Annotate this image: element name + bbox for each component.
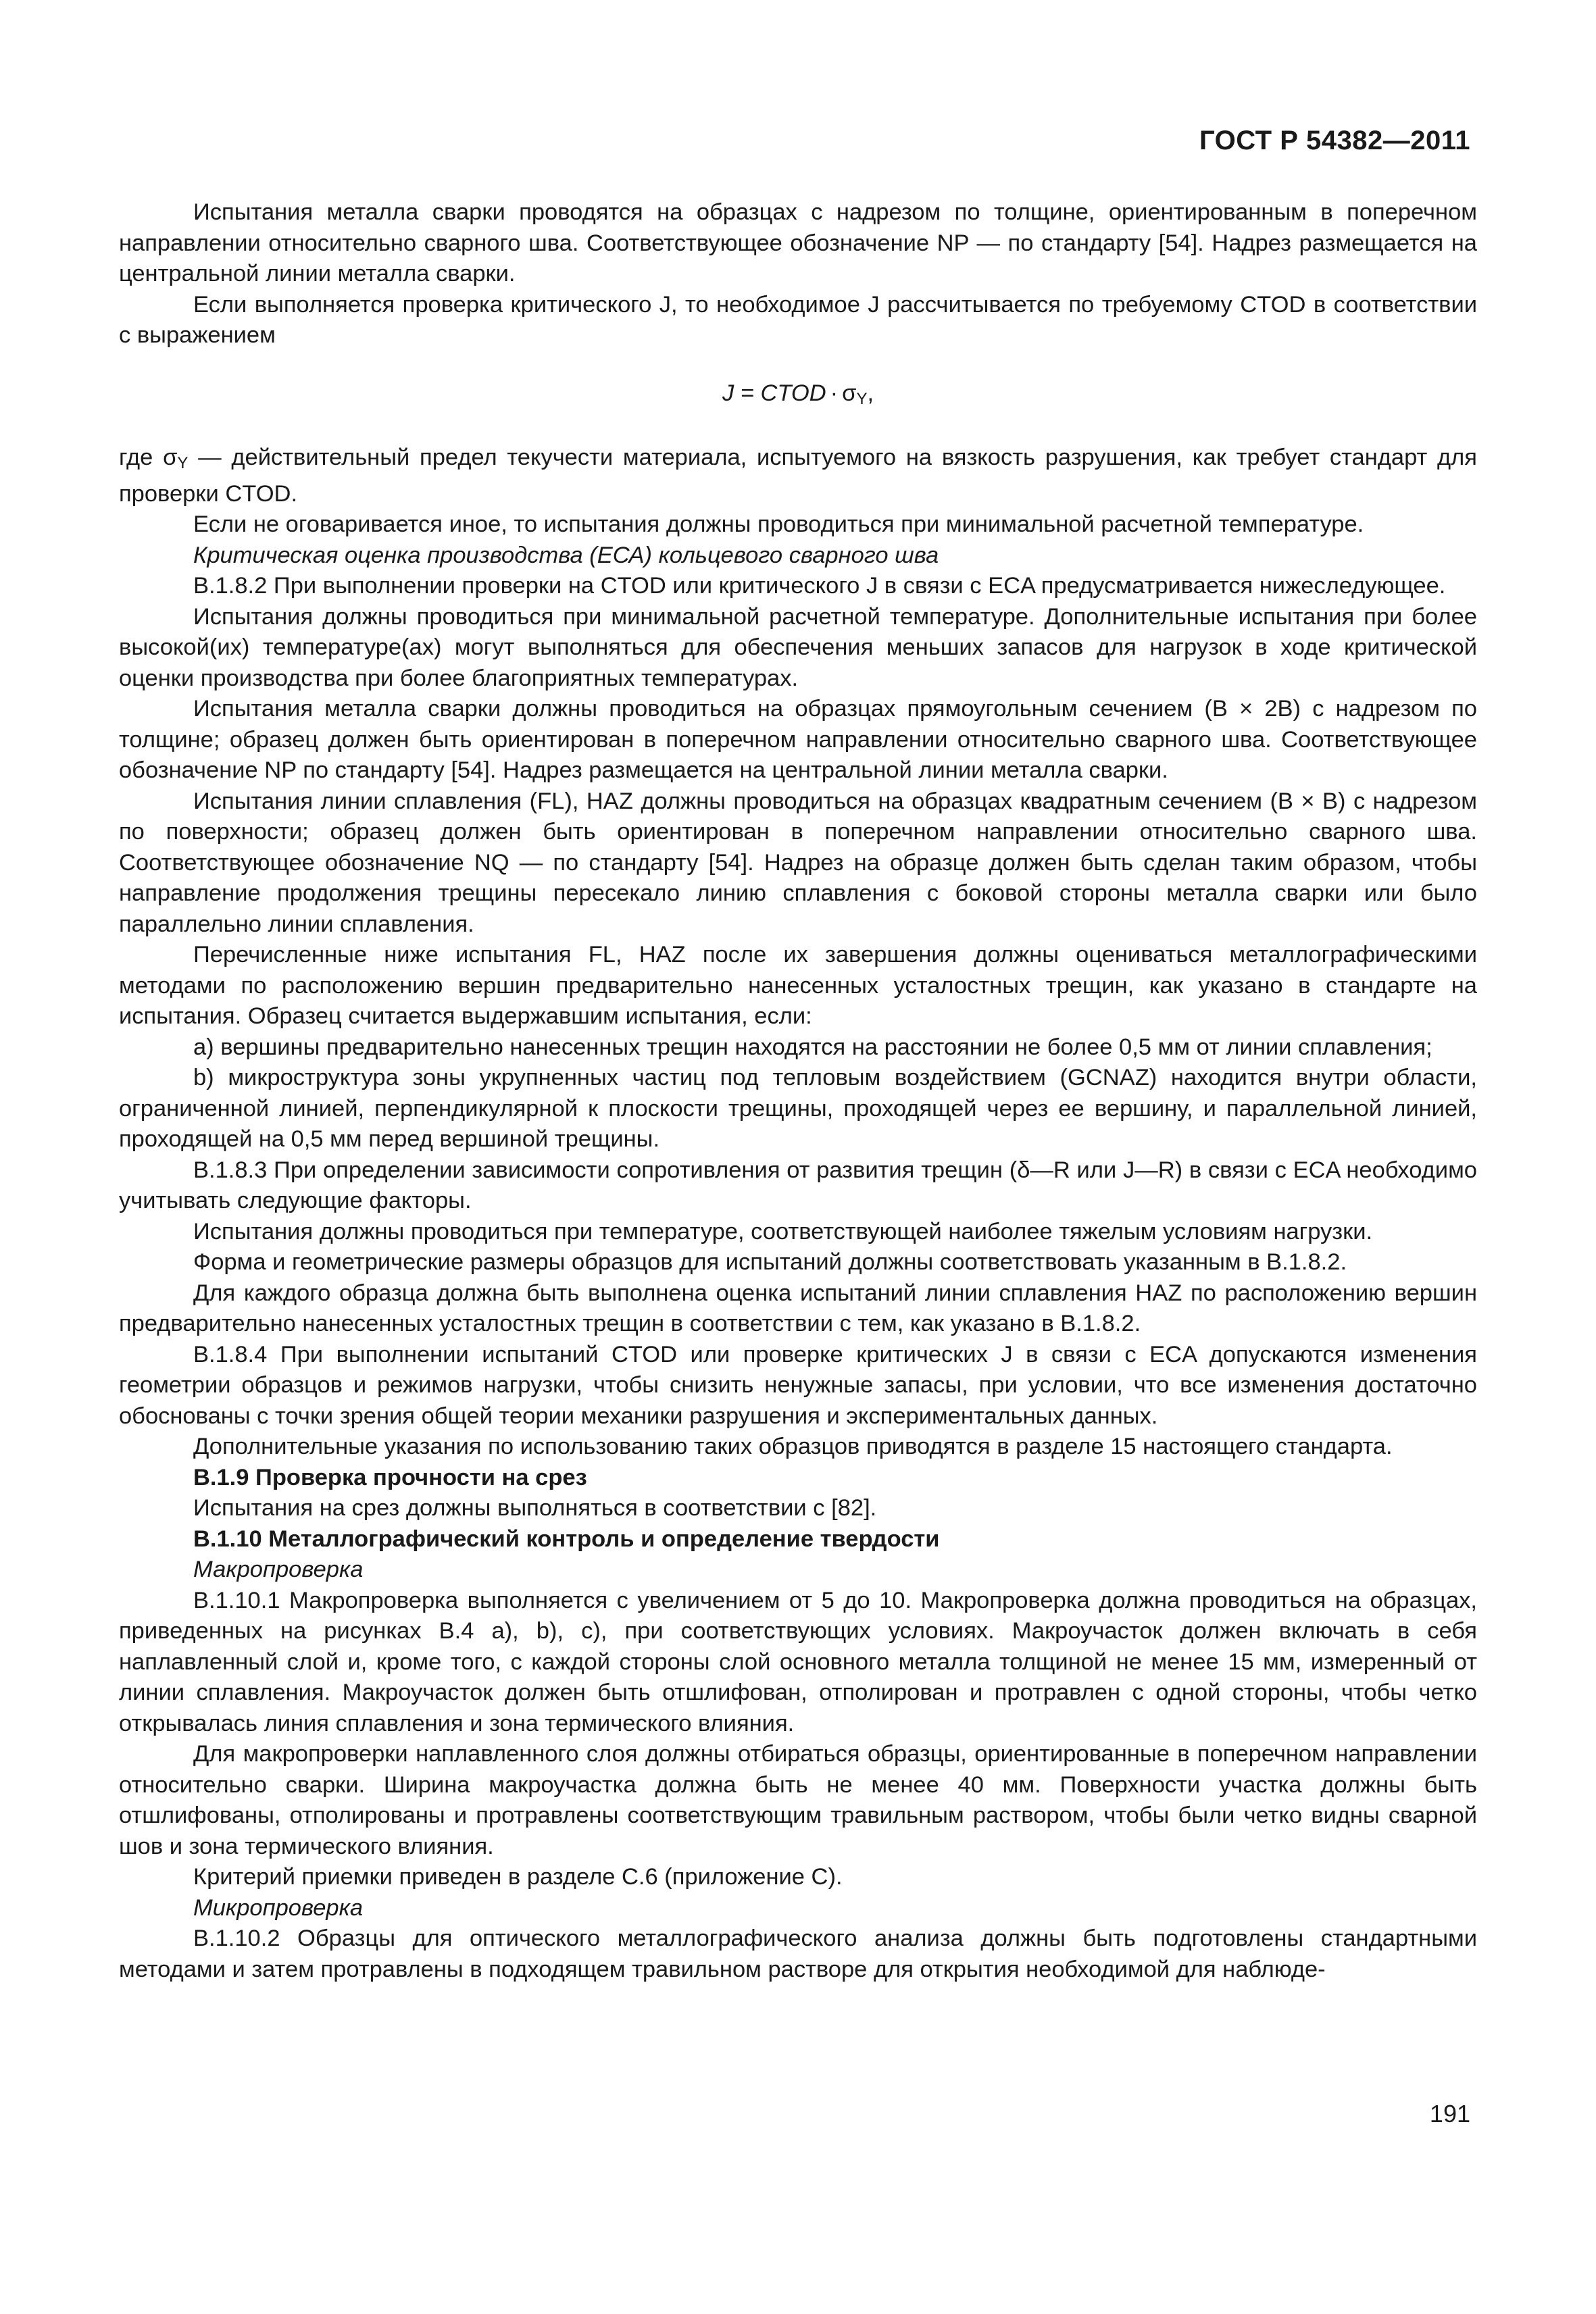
paragraph: В.1.10.1 Макропроверка выполняется с увеличением от 5 до 10. Макропроверка должна проводиться на образцах, приведенных на рисунках В.4 а), b), c), при соответствующих условиях. Макроучасток должен включать в себя наплавленный слой и, кроме того, с каждой стороны слой основного металла толщиной не менее 15 мм, измеренный от линии сплавления. Макроучасток должен быть отшлифован, отполирован и протравлен с одной стороны, чтобы четко открывалась линия сплавления и зона термического влияния. [119,1587,1477,1736]
paragraph: Для макропроверки наплавленного слоя должны отбираться образцы, ориентированные в поперечном направлении относительно сварки. Ширина макроучастка должна быть не менее 40 мм. Поверхности участка должны быть отшлифованы, отполированы и протравлены соответствующим травильным раствором, чтобы были четко видны сварной шов и зона термического влияния. [119,1741,1477,1859]
paragraph: В.1.8.3 При определении зависимости сопротивления от развития трещин (δ—R или J—R) в связи с ECA необходимо учитывать следующие факторы. [119,1157,1477,1213]
paragraph: b) микроструктура зоны укрупненных частиц под тепловым воздействием (GCNAZ) находится внутри области, ограниченной линией, перпендикулярной к плоскости трещины, проходящей через ее вершину, и параллельной линией, проходящей на 0,5 мм перед вершиной трещины. [119,1065,1477,1152]
formula-sub: Y [856,389,868,408]
document-body [119,197,1477,1985]
paragraph: Испытания должны проводиться при минимальной расчетной температуре. Дополнительные испытания при более высокой(их) температуре(ах) могут выполняться для обеспечения меньших запасов для нагрузок в ходе критической оценки производства при более благоприятных температурах. [119,603,1477,691]
formula [119,378,1477,415]
where-sigma: σ [163,445,178,470]
page-number: 191 [1429,2100,1470,2128]
where-text: — действительный предел текучести материала, испытуемого на вязкость разрушения, как требует стандарт для проверки CTOD. [119,445,1477,507]
paragraph: Испытания должны проводиться при температуре, соответствующей наиболее тяжелым условиям нагрузки. [193,1218,1373,1244]
subheading: Микропроверка [193,1894,364,1921]
where-prefix: где [119,445,164,470]
section-heading: В.1.10 Металлографический контроль и определение твердости [193,1526,940,1552]
paragraph: Испытания металла сварки проводятся на образцах с надрезом по толщине, ориентированным в поперечном направлении относительно сварного шва. Соответствующее обозначение NP — по стандарту [54]. Надрез размещается на центральной линии металла сварки. [119,199,1477,286]
paragraph: В.1.8.4 При выполнении испытаний CTOD или проверке критических J в связи с ECA допускаются изменения геометрии образцов и режимов нагрузки, чтобы снизить ненужные запасы, при условии, что все изменения достаточно обоснованы с точки зрения общей теории механики разрушения и экспериментальных данных. [119,1341,1477,1429]
paragraph: В.1.8.2 При выполнении проверки на CTOD или критического J в связи с ECA предусматривается нижеследующее. [193,573,1446,599]
subheading: Критическая оценка производства (ЕСА) кольцевого сварного шва [193,542,939,568]
paragraph: В.1.10.2 Образцы для оптического металлографического анализа должны быть подготовлены стандартными методами и затем протравлены в подходящем травильном растворе для открытия необходимой для наблюде- [119,1926,1477,1982]
paragraph: Испытания на срез должны выполняться в соответствии с [82]. [193,1495,877,1521]
subheading: Макропроверка [193,1557,364,1582]
paragraph: Если не оговаривается иное, то испытания должны проводиться при минимальной расчетной температуре. [193,511,1364,537]
formula-tail: , [867,380,874,406]
section-heading: В.1.9 Проверка прочности на срез [193,1464,587,1490]
paragraph: Перечисленные ниже испытания FL, HAZ после их завершения должны оцениваться металлографическими методами по расположению вершин предварительно нанесенных усталостных трещин, как указано в стандарте на испытания. Образец считается выдержавшим испытания, если: [119,942,1477,1029]
paragraph: Форма и геометрические размеры образцов для испытаний должны соответствовать указанным в В.1.8.2. [193,1249,1347,1275]
paragraph: Дополнительные указания по использованию таких образцов приводятся в разделе 15 настоящего стандарта. [193,1434,1393,1459]
paragraph-list [119,509,1477,1985]
paragraph: Если выполняется проверка критического J, то необходимое J рассчитывается по требуемому CTOD в соответствии с выражением [119,291,1477,348]
document-header: ГОСТ Р 54382—2011 [1199,126,1470,155]
paragraph: Для каждого образца должна быть выполнена оценка испытаний линии сплавления HAZ по расположению вершин предварительно нанесенных усталостных трещин в соответствии с тем, как указано в В.1.8.2. [119,1280,1477,1336]
formula-lhs: J = CTOD [722,380,826,406]
paragraph: Критерий приемки приведен в разделе С.6 (приложение С). [193,1864,843,1890]
formula-dot: · [830,380,839,406]
where-clause [119,443,1477,509]
formula-sigma: σ [842,380,857,406]
where-sub: Y [177,454,189,472]
paragraph: a) вершины предварительно нанесенных трещин находятся на расстоянии не более 0,5 мм от линии сплавления; [193,1034,1432,1060]
paragraph: Испытания линии сплавления (FL), HAZ должны проводиться на образцах квадратным сечением (В × В) с надрезом по поверхности; образец должен быть ориентирован в поперечном направлении относительно сварного шва. Соответствующее обозначение NQ — по стандарту [54]. Надрез на образце должен быть сделан таким образом, чтобы направление продолжения трещины пересекало линию сплавления с боковой стороны металла сварки или было параллельно линии сплавления. [119,788,1477,937]
paragraph: Испытания металла сварки должны проводиться на образцах прямоугольным сечением (В × 2В) с надрезом по толщине; образец должен быть ориентирован в поперечном направлении относительно сварного шва. Соответствующее обозначение NP по стандарту [54]. Надрез размещается на центральной линии металла сварки. [119,696,1477,783]
